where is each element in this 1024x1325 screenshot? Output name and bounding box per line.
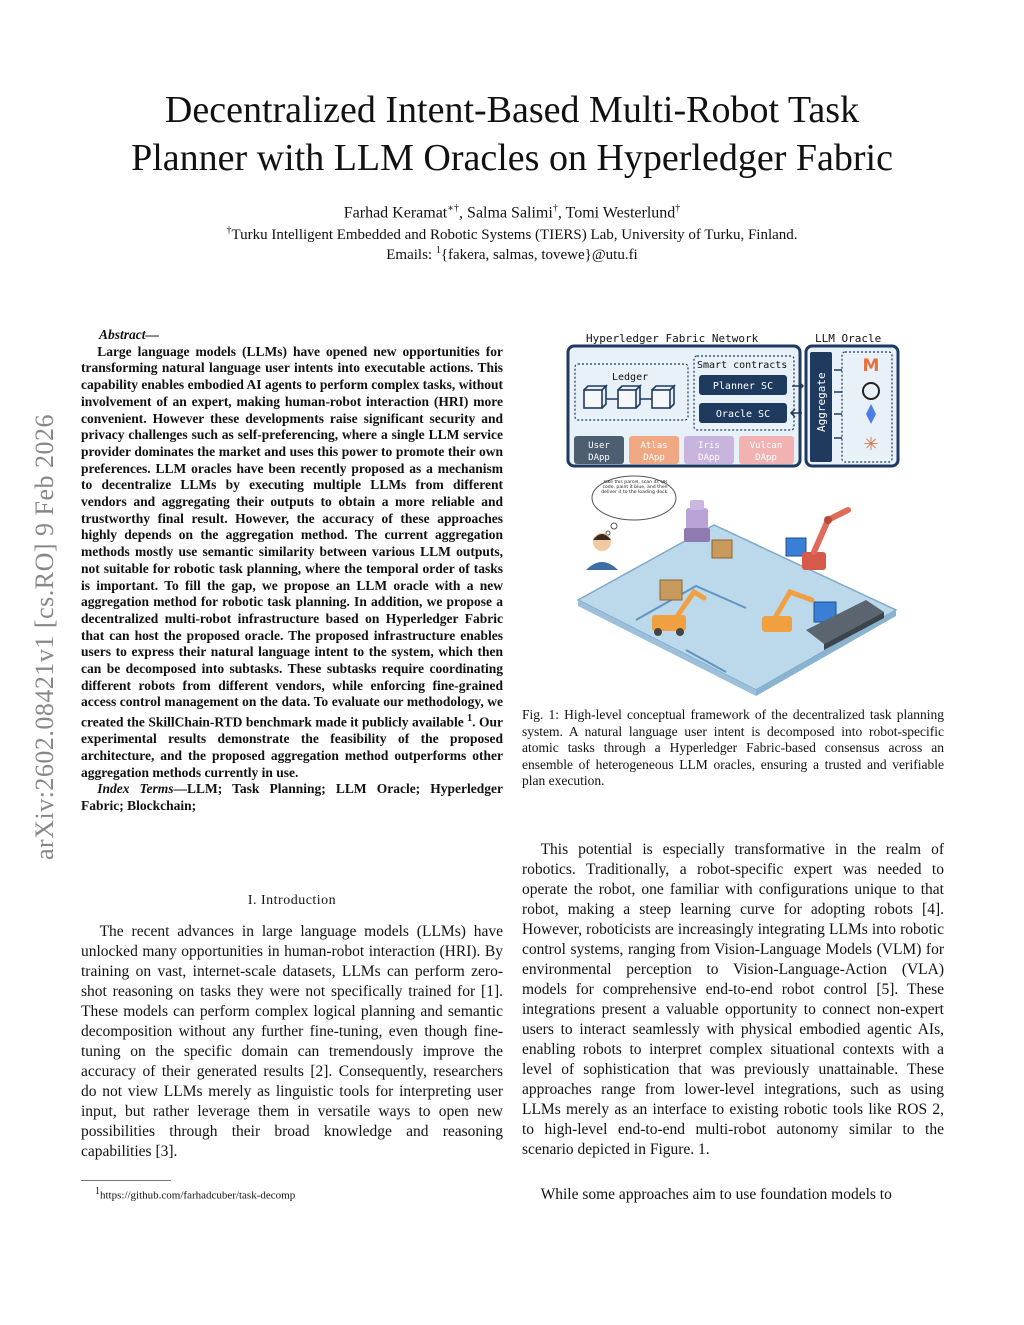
emails-mark: 1 [435,245,441,256]
author-3: , Tomi Westerlund [557,204,676,222]
thought-dot-1 [611,523,617,529]
mistral-logo-icon: M [862,356,880,376]
speech-bubble-text-wrap [600,480,670,520]
footnote [95,1186,295,1202]
title-line-1: Decentralized Intent-Based Multi-Robot Task [164,89,860,131]
dapp-vulcan-name: Vulcan [749,441,783,451]
section-heading: I. Introduction [247,893,337,908]
paper-title [60,86,964,182]
planner-sc-label: Planner SC [712,381,774,392]
figure-1-diagram [566,330,900,700]
claude-logo-icon: ✳ [863,434,879,455]
emails-text: {fakera, salmas, tovewe}@utu.fi [440,247,638,263]
author-1: Farhad Keramat [343,204,448,222]
dapp-iris-sub: DApp [698,453,720,463]
arxiv-side-identifier: arXiv:2602.08421v1 [cs.RO] 9 Feb 2026 [30,413,59,860]
author-1-marks: ∗† [447,203,460,214]
author-2: , Salma Salimi [459,204,553,222]
user-person-icon [586,533,618,570]
network-label: Hyperledger Fabric Network [586,332,759,345]
author-list [60,203,964,222]
figure-1 [566,330,900,700]
oracle-sc-label: Oracle SC [715,409,771,420]
index-terms [81,781,503,814]
intro-paragraph: The recent advances in large language models (LLMs) have unlocked many opportunities in human-robot interaction (HRI). By training on vast, internet-scale datasets, LLMs can perform zero-shot reasoning on tasks they were not specifically trained for [1]. These models can perform complex logical planning and semantic decomposition without any further fine-tuning, even though fine-tuning on the specific domain can tremendously improve the accuracy of their generated results [2]. Consequently, researchers do not view LLMs merely as linguistic tools for interpreting user input, but rather leverage them in versatile ways to open new possibilities through their broad knowledge and reasoning capabilities [3]. [81,923,503,1160]
abstract-text-end: . Our experimental results demonstrate the feasibility of the proposed architecture, and the proposed aggregation method outperforms other aggregation methods currently in use. [81,714,503,780]
index-terms-text: —LLM; Task Planning; LLM Oracle; Hyperledger Fabric; Blockchain; [81,781,504,814]
aggregate-label: Aggregate [815,372,828,432]
abstract [81,327,503,815]
abstract-footnote-mark: 1 [467,713,473,725]
emails-prefix: Emails: [386,247,436,263]
emails [60,245,964,264]
title-line-2: Planner with LLM Oracles on Hyperledger Fabric [131,137,893,179]
right-paragraph-1: This potential is especially transformative in the realm of robotics. Traditionally, a robot-specific expert was needed to operate the robot, one familiar with configurations unique to that robot, making a steep learning curve for adopting robots [4]. However, roboticists are increasingly integrating LLMs into robotic control systems, ranging from Vision-Language Models (VLM) for environmental perception to Vision-Language-Action (VLA) models for comprehensive end-to-end robot control [5]. These integrations present a valuable opportunity to connect non-expert users to interact seamlessly with physical embodied agentic AIs, enabling robots to interpret complex situational contexts with a level of sophistication that was previously unattainable. These approaches range from lower-level integrations, such as using LLMs merely as an interface to existing robotic tools like ROS 2, to high-level end-to-end multi-robot autonomy similar to the scenario depicted in Figure. 1. [522,841,944,1158]
index-terms-label: Index Terms [97,781,174,797]
footnote-mark: 1 [95,1186,100,1197]
oracle-label: LLM Oracle [815,332,882,345]
author-3-marks: † [675,203,681,214]
footnote-url: https://github.com/farhadcuber/task-decomp [100,1189,296,1202]
ledger-label: Ledger [612,372,649,383]
abstract-text: Large language models (LLMs) have opened new opportunities for transforming natural language user intents into executable actions. This capability enables embodied AI agents to perform complex tasks, without involvement of an expert, making human-robot interaction (HRI) more convenient. However these developments raise significant security and privacy challenges such as self-preferencing, where a single LLM service provider dominates the market and uses this power to promote their own preferences. LLM oracles have been recently proposed as a mechanism to decentralize LLMs by executing multiple LLMs from different vendors and aggregating their outputs to obtain a more reliable and trustworthy final result. However, the accuracy of these approaches highly depends on the aggregation method. The current aggregation methods mostly use semantic similarity between various LLM outputs, not suitable for robotic task planning, where the temporal order of tasks is important. To fill the gap, we propose an LLM oracle with a new aggregation method for robotic task planning. In addition, we propose a decentralized multi-robot infrastructure based on Hyperledger Fabric that can host the proposed oracle. The proposed infrastructure enables users to express their natural language intent to the system, which then can be decomposed into subtasks. These subtasks require coordinating different robots from different vendors, while enforcing fine-grained access control management on the data. To evaluate our methodology, we created the SkillChain-RTD benchmark made it publicly available [81,343,503,730]
dapp-user-name: User [588,441,610,451]
dapp-vulcan-sub: DApp [755,453,777,463]
purple-robot-icon [684,500,710,542]
affiliation-text: Turku Intelligent Embedded and Robotic Systems (TIERS) Lab, University of Turku, Finland. [231,227,798,243]
right-paragraph-2: While some approaches aim to use foundation models to [540,1186,892,1203]
floor-platform [578,525,896,690]
dapp-iris-name: Iris [698,441,720,451]
dapp-atlas-name: Atlas [640,441,668,451]
smart-contracts-label: Smart contracts [697,360,788,371]
red-robot-arm-icon [802,510,848,570]
affiliation [60,225,964,244]
speech-bubble-text: Take this parcel, scan its QR code, paint it blue, and then deliver it to the loading dock. [601,480,669,496]
footnote-rule [81,1180,171,1181]
figure-caption: Fig. 1: High-level conceptual framework of the decentralized task planning system. A natural language user intent is decomposed into robot-specific atomic tasks through a Hyperledger Fabric-based consensus across an ensemble of heterogeneous LLM oracles, ensuring a trusted and verifiable plan execution. [522,707,944,788]
affiliation-mark: † [226,225,232,236]
ledger-blocks-icon [584,386,674,408]
abstract-label: Abstract— [99,327,160,342]
dapp-user-sub: DApp [588,453,610,463]
author-2-marks: † [552,203,558,214]
abstract-body [81,344,503,782]
dapp-atlas-sub: DApp [643,453,665,463]
